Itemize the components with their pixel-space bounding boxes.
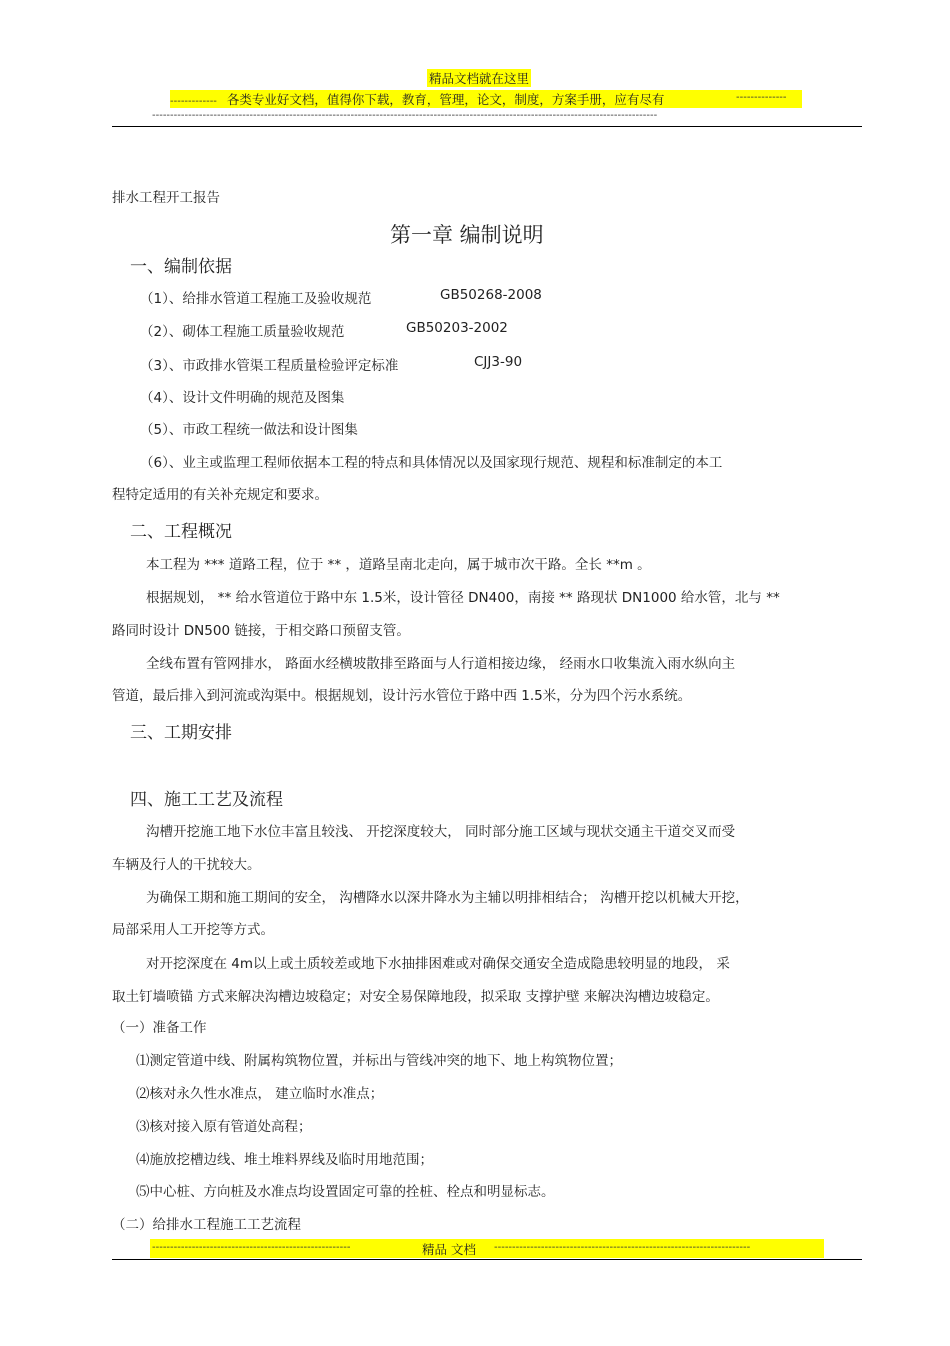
process-para-1-line2: 车辆及行人的干扰较大。 (112, 857, 261, 873)
prep-item-2: ⑵核对永久性水准点， 建立临时水准点； (136, 1086, 384, 1102)
section-1-heading: 一、编制依据 (130, 257, 232, 277)
basis-item-2-code: GB50203-2002 (406, 320, 508, 336)
header-tagline: 各类专业好文档，值得你下载，教育，管理，论文，制度，方案手册，应有尽有 (226, 92, 665, 107)
overview-para-2-line1: 根据规划， ** 给水管道位于路中东 1.5米，设计管径 DN400，南接 ** 路现状 DN1000 给水管，北与 ** (146, 590, 780, 606)
report-title: 排水工程开工报告 (112, 190, 220, 206)
process-para-2-line2: 局部采用人工开挖等方式。 (112, 922, 274, 938)
header-rule (112, 126, 862, 127)
footer-dash-right: ----------------------------------------------------------------------- (494, 1242, 751, 1253)
footer-rule (112, 1259, 862, 1260)
basis-item-1-code: GB50268-2008 (440, 287, 542, 303)
basis-item-2: （2）、砌体工程施工质量验收规范 (140, 324, 345, 340)
basis-item-6-line1: （6）、业主或监理工程师依据本工程的特点和具体情况以及国家现行规范、规程和标准制定的本工 (140, 455, 723, 471)
basis-item-1: （1）、给排水管道工程施工及验收规范 (140, 291, 372, 307)
section-2-heading: 二、工程概况 (130, 522, 232, 542)
overview-para-3-line1: 全线布置有管网排水， 路面水经横坡散排至路面与人行道相接边缘， 经雨水口收集流入雨水纵向主 (146, 656, 736, 672)
process-para-2-line1: 为确保工期和施工期间的安全， 沟槽降水以深井降水为主辅以明排相结合； 沟槽开挖以机械大开挖， (146, 890, 749, 906)
overview-para-1: 本工程为 *** 道路工程，位于 ** ，道路呈南北走向，属于城市次干路。全长 **m 。 (146, 557, 651, 573)
header-dash-right: -------------- (736, 92, 787, 103)
header-dash-left: ------------- (170, 96, 217, 107)
section-4-heading: 四、施工工艺及流程 (130, 790, 283, 810)
basis-item-4: （4）、设计文件明确的规范及图集 (140, 390, 345, 406)
prep-item-1: ⑴测定管道中线、附属构筑物位置，并标出与管线冲突的地下、地上构筑物位置； (136, 1053, 622, 1069)
process-para-3-line1: 对开挖深度在 4m以上或土质较差或地下水抽排困难或对确保交通安全造成隐患较明显的地段， 采 (146, 956, 730, 972)
header-banner-title: 精品文档就在这里 (429, 71, 530, 86)
basis-item-6-line2: 程特定适用的有关补充规定和要求。 (112, 487, 328, 503)
prep-item-3: ⑶核对接入原有管道处高程； (136, 1119, 312, 1135)
overview-para-3-line2: 管道，最后排入到河流或沟渠中。根据规划，设计污水管位于路中西 1.5米，分为四个污水系统。 (112, 688, 692, 704)
prep-heading: （一）准备工作 (112, 1020, 207, 1036)
prep-item-4: ⑷施放挖槽边线、堆土堆料界线及临时用地范围； (136, 1152, 433, 1168)
footer-banner (150, 1239, 824, 1258)
basis-item-3-code: CJJ3-90 (474, 354, 523, 370)
prep-item-5: ⑸中心桩、方向桩及水准点均设置固定可靠的拴桩、栓点和明显标志。 (136, 1184, 555, 1200)
header-banner-subtitle (170, 90, 802, 108)
section-3-heading: 三、工期安排 (130, 723, 232, 743)
process-para-1-line1: 沟槽开挖施工地下水位丰富且较浅、 开挖深度较大， 同时部分施工区域与现状交通主干道交叉而受 (146, 824, 736, 840)
header-dash-line: -------------------------------------------------------------------------------------------------------------------------------------------- (152, 110, 658, 121)
process-para-3-line2: 取土钉墙喷锚 方式来解决沟槽边坡稳定；对安全易保障地段，拟采取 支撑护壁 来解决沟槽边坡稳定。 (112, 989, 719, 1005)
footer-text: 精品 文档 (422, 1242, 476, 1257)
basis-item-3: （3）、市政排水管渠工程质量检验评定标准 (140, 358, 399, 374)
flow-heading: （二）给排水工程施工工艺流程 (112, 1217, 301, 1233)
footer-dash-left: ------------------------------------------------------- (152, 1242, 351, 1253)
chapter-title: 第一章 编制说明 (390, 223, 544, 247)
overview-para-2-line2: 路同时设计 DN500 链接，于相交路口预留支管。 (112, 623, 410, 639)
basis-item-5: （5）、市政工程统一做法和设计图集 (140, 422, 358, 438)
